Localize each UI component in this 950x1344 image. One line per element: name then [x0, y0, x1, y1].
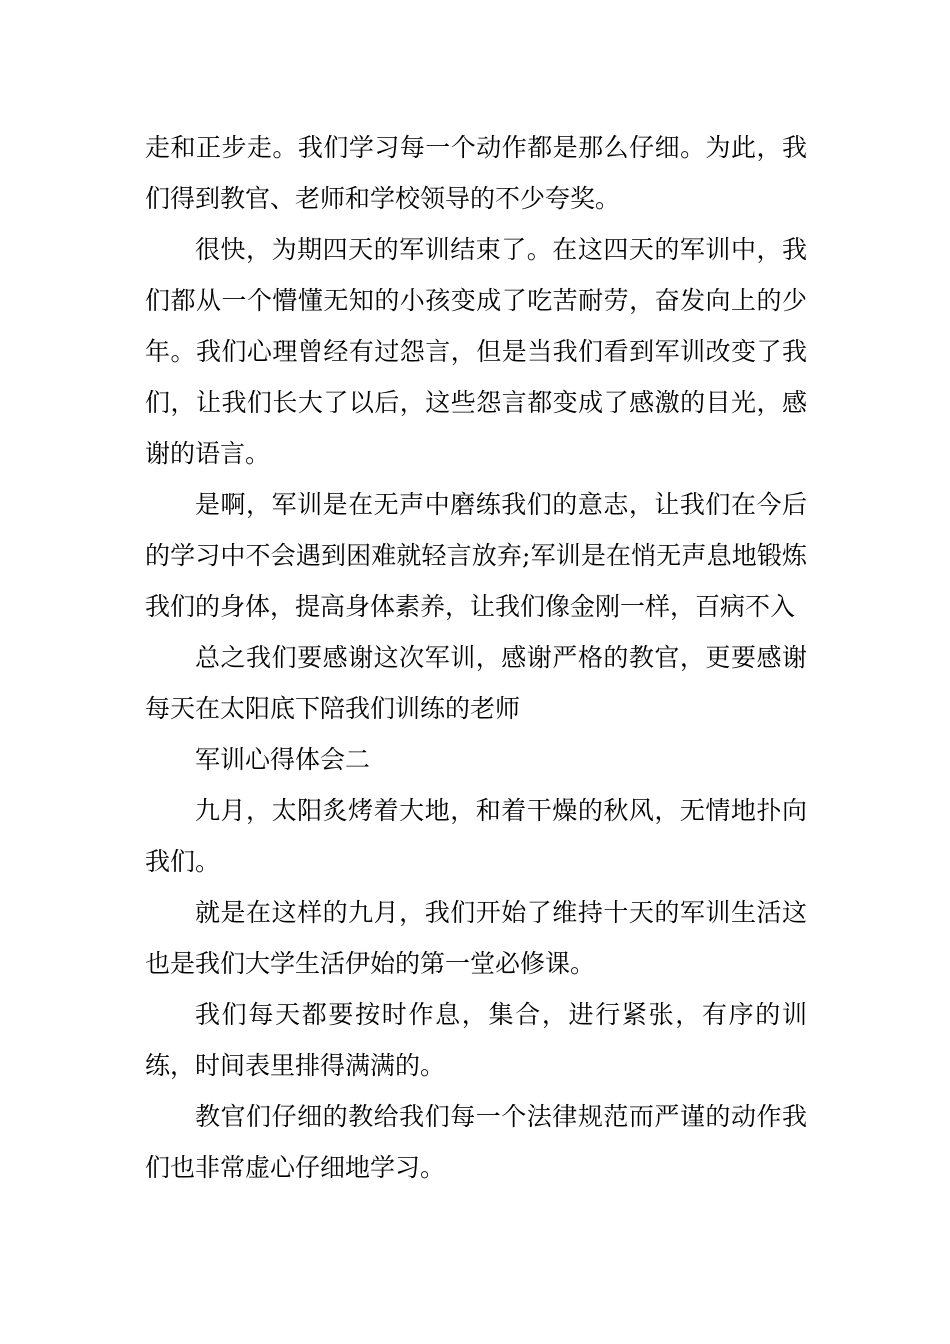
document-page — [145, 122, 807, 1193]
section-heading: 军训心得体会二 — [195, 745, 371, 774]
paragraph-7: 我们每天都要按时作息，集合，进行紧张，有序的训练，时间表里排得满满的。 — [145, 1000, 807, 1080]
paragraph-4: 总之我们要感谢这次军训，感谢严格的教官，更要感谢每天在太阳底下陪我们训练的老师 — [145, 643, 807, 723]
paragraph-6: 就是在这样的九月，我们开始了维持十天的军训生活这也是我们大学生活伊始的第一堂必修课。 — [145, 898, 807, 978]
paragraph-3: 是啊，军训是在无声中磨练我们的意志，让我们在今后的学习中不会遇到困难就轻言放弃;军训是在悄无声息地锻炼我们的身体，提高身体素养，让我们像金刚一样，百病不入 — [145, 490, 807, 621]
paragraph-8: 教官们仔细的教给我们每一个法律规范而严谨的动作我们也非常虚心仔细地学习。 — [145, 1102, 807, 1182]
paragraph-1: 走和正步走。我们学习每一个动作都是那么仔细。为此，我们得到教官、老师和学校领导的不少夸奖。 — [145, 133, 807, 213]
paragraph-2: 很快，为期四天的军训结束了。在这四天的军训中，我们都从一个懵懂无知的小孩变成了吃苦耐劳，奋发向上的少年。我们心理曾经有过怨言，但是当我们看到军训改变了我们，让我们长大了以后，这些怨言都变成了感激的目光，感谢的语言。 — [145, 235, 807, 468]
paragraph-5: 九月，太阳炙烤着大地，和着干燥的秋风，无情地扑向我们。 — [145, 796, 807, 876]
